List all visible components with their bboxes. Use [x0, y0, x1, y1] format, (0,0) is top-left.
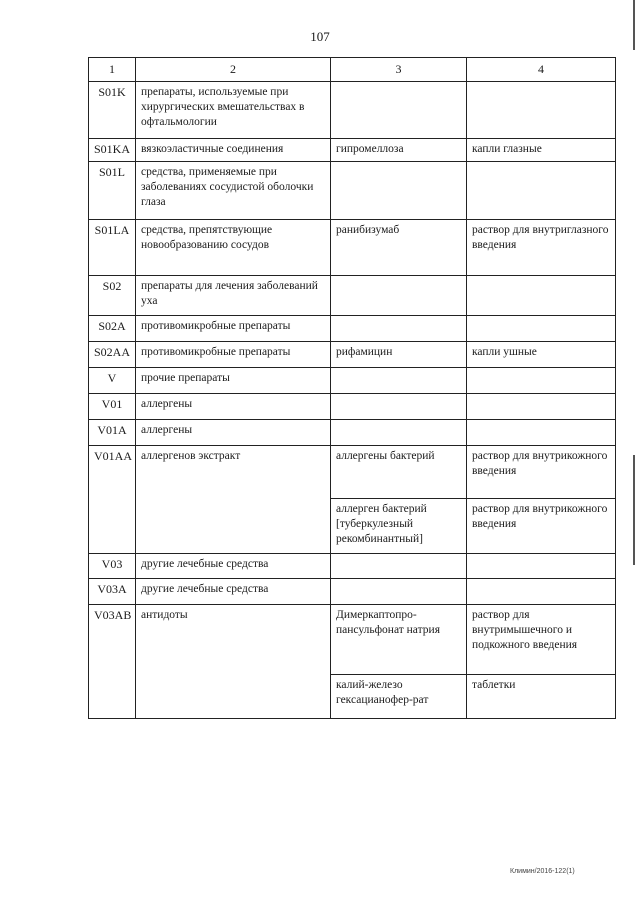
- column-header: 1: [89, 58, 136, 82]
- group-name-cell: препараты, используемые при хирургических вмешательствах в офтальмологии: [136, 82, 331, 139]
- substance-cell: Димеркаптопро-пансульфонат натрия: [331, 605, 467, 675]
- group-name-cell: другие лечебные средства: [136, 579, 331, 605]
- dosage-form-cell: капли глазные: [467, 139, 616, 162]
- dosage-form-cell: раствор для внутрикожного введения: [467, 446, 616, 499]
- atc-code-cell: V01A: [89, 420, 136, 446]
- group-name-cell: аллергены: [136, 394, 331, 420]
- group-name-cell: антидоты: [136, 605, 331, 719]
- dosage-form-cell: [467, 420, 616, 446]
- group-name-cell: средства, препятствующие новообразованию сосудов: [136, 220, 331, 276]
- table-row: [89, 368, 616, 394]
- substance-cell: [331, 316, 467, 342]
- substance-cell: [331, 82, 467, 139]
- dosage-form-cell: таблетки: [467, 675, 616, 719]
- table-row: [89, 162, 616, 220]
- dosage-form-cell: [467, 554, 616, 579]
- substance-cell: [331, 554, 467, 579]
- atc-code-cell: V01: [89, 394, 136, 420]
- table-row: [89, 139, 616, 162]
- atc-code-cell: V: [89, 368, 136, 394]
- substance-cell: калий-железо гексацианофер-рат: [331, 675, 467, 719]
- page-number: 107: [310, 29, 330, 44]
- atc-code-cell: V03AB: [89, 605, 136, 719]
- group-name-cell: аллергенов экстракт: [136, 446, 331, 554]
- substance-cell: [331, 394, 467, 420]
- drug-table: [88, 57, 616, 719]
- dosage-form-cell: [467, 579, 616, 605]
- substance-cell: [331, 579, 467, 605]
- atc-code-cell: S01LA: [89, 220, 136, 276]
- dosage-form-cell: [467, 162, 616, 220]
- atc-code-cell: S01L: [89, 162, 136, 220]
- table-row: [89, 276, 616, 316]
- substance-cell: рифамицин: [331, 342, 467, 368]
- substance-cell: [331, 368, 467, 394]
- dosage-form-cell: [467, 316, 616, 342]
- atc-code-cell: V03: [89, 554, 136, 579]
- atc-code-cell: V01AA: [89, 446, 136, 554]
- column-header: 2: [136, 58, 331, 82]
- table-row: [89, 342, 616, 368]
- atc-code-cell: V03A: [89, 579, 136, 605]
- dosage-form-cell: [467, 368, 616, 394]
- group-name-cell: средства, применяемые при заболеваниях сосудистой оболочки глаза: [136, 162, 331, 220]
- scan-edge-mark: [633, 0, 635, 50]
- group-name-cell: противомикробные препараты: [136, 316, 331, 342]
- table-header-row: [89, 58, 616, 82]
- table-row: [89, 82, 616, 139]
- document-footer-code: Климин/2016-122(1): [510, 868, 575, 875]
- scan-edge-mark: [633, 455, 635, 565]
- dosage-form-cell: раствор для внутримышечного и подкожного введения: [467, 605, 616, 675]
- substance-cell: [331, 420, 467, 446]
- table-row: [89, 394, 616, 420]
- dosage-form-cell: [467, 276, 616, 316]
- column-header: 3: [331, 58, 467, 82]
- substance-cell: [331, 162, 467, 220]
- group-name-cell: вязкоэластичные соединения: [136, 139, 331, 162]
- substance-cell: гипромеллоза: [331, 139, 467, 162]
- substance-cell: аллергены бактерий: [331, 446, 467, 499]
- table-row: [89, 220, 616, 276]
- dosage-form-cell: раствор для внутрикожного введения: [467, 499, 616, 554]
- atc-code-cell: S01K: [89, 82, 136, 139]
- atc-code-cell: S01KA: [89, 139, 136, 162]
- atc-code-cell: S02A: [89, 316, 136, 342]
- substance-cell: [331, 276, 467, 316]
- dosage-form-cell: [467, 394, 616, 420]
- table-row: [89, 605, 616, 675]
- column-header: 4: [467, 58, 616, 82]
- table-row: [89, 420, 616, 446]
- group-name-cell: препараты для лечения заболеваний уха: [136, 276, 331, 316]
- table-row: [89, 316, 616, 342]
- group-name-cell: аллергены: [136, 420, 331, 446]
- atc-code-cell: S02: [89, 276, 136, 316]
- substance-cell: аллерген бактерий [туберкулезный рекомбинантный]: [331, 499, 467, 554]
- atc-code-cell: S02AA: [89, 342, 136, 368]
- table-row: [89, 446, 616, 499]
- group-name-cell: другие лечебные средства: [136, 554, 331, 579]
- substance-cell: ранибизумаб: [331, 220, 467, 276]
- dosage-form-cell: капли ушные: [467, 342, 616, 368]
- dosage-form-cell: раствор для внутриглазного введения: [467, 220, 616, 276]
- group-name-cell: противомикробные препараты: [136, 342, 331, 368]
- table-row: [89, 554, 616, 579]
- dosage-form-cell: [467, 82, 616, 139]
- table-row: [89, 579, 616, 605]
- group-name-cell: прочие препараты: [136, 368, 331, 394]
